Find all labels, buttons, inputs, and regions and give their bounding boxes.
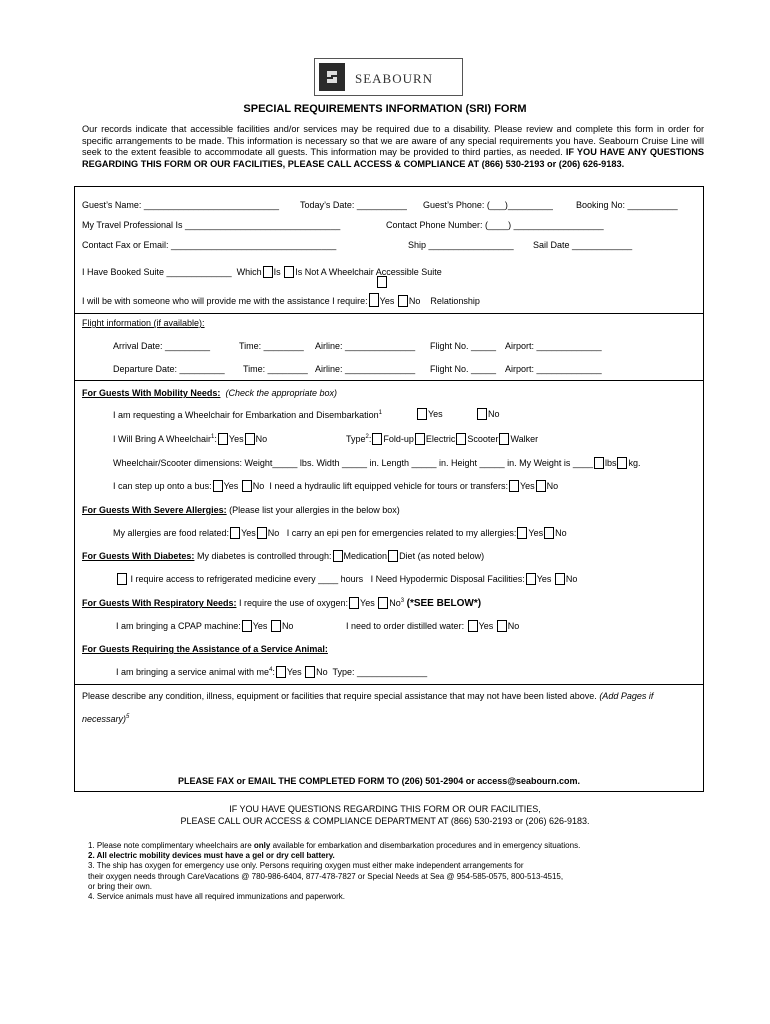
departure-airport-field[interactable]: Airport: _____________ (505, 364, 602, 374)
contact-phone-field[interactable]: Contact Phone Number: (____) __________________ (386, 220, 604, 230)
is-not-checkbox[interactable] (284, 266, 294, 278)
type-row: Type$^2$: Fold-up Electric Scooter Walker (346, 434, 539, 444)
intro-body: Our records indicate that accessible facilities and/or services may be required due to a disability. Please review and complete this form in order for specific arrangements to be made. This information is necessary so that we are aware of any special requirements you have. Seabourn Cruise Line will seek to the extent feasible to accommodate all guests. This information may be provided to third parties, as needed. (82, 124, 704, 158)
flight-heading: Flight information (if available): (82, 318, 205, 328)
describe-textarea[interactable] (82, 730, 696, 774)
assistance-no-checkbox[interactable] (398, 295, 408, 307)
intro-paragraph (82, 124, 704, 170)
fridge-checkbox[interactable] (117, 573, 127, 585)
arrival-airport-field[interactable]: Airport: _____________ (505, 341, 602, 351)
is-label: Is (273, 267, 281, 277)
lift-yes-checkbox[interactable] (509, 480, 519, 492)
departure-airline-field[interactable]: Airline: ______________ (315, 364, 416, 374)
brand-name: SEABOURN (355, 71, 434, 86)
is-checkbox[interactable] (263, 266, 273, 278)
animal-yes-checkbox[interactable] (276, 666, 286, 678)
dimensions-row: Wheelchair/Scooter dimensions: Weight_____ lbs. Width _____ in. Length _____ in. Height _____ in. My Weight is ____ lbs kg. (113, 458, 641, 468)
food-no-checkbox[interactable] (257, 527, 267, 539)
foldup-checkbox[interactable] (372, 433, 382, 445)
lift-no-checkbox[interactable] (536, 480, 546, 492)
scooter-checkbox[interactable] (456, 433, 466, 445)
allergies-heading: For Guests With Severe Allergies: (Please list your allergies in the below box) (82, 505, 400, 515)
mobility-heading-note: (Check the appropriate box) (225, 388, 338, 398)
arrival-flight-field[interactable]: Flight No. _____ (430, 341, 497, 351)
footer-line-1: IF YOU HAVE QUESTIONS REGARDING THIS FORM OR OUR FACILITIES, (229, 804, 541, 814)
bus-no-checkbox[interactable] (242, 480, 252, 492)
cpap-yes-checkbox[interactable] (242, 620, 252, 632)
note-3b: their oxygen needs through CareVacations @ 780-986-6404, 877-478-7827 or Special Needs at Sea @ 954-585-0575, 800-513-4515, (88, 871, 564, 881)
booked-suite-label: I Have Booked Suite _____________ (82, 267, 232, 277)
divider (74, 380, 704, 381)
electric-checkbox[interactable] (415, 433, 425, 445)
note-2: 2. All electric mobility devices must have a gel or dry cell battery. (88, 851, 335, 861)
needle-yes-checkbox[interactable] (526, 573, 536, 585)
guest-phone-field[interactable]: Guest’s Phone: (___)_________ (423, 200, 553, 210)
todays-date-field[interactable]: Today’s Date: __________ (300, 200, 407, 210)
seabourn-logo (314, 58, 463, 96)
assistance-label: I will be with someone who will provide me with the assistance I require: (82, 296, 368, 306)
note-4: 4. Service animals must have all required immunizations and paperwork. (88, 892, 346, 902)
relationship-label: Relationship (430, 296, 480, 306)
service-animal-heading: For Guests Requiring the Assistance of a Service Animal: (82, 644, 328, 654)
wheelchair-request-no[interactable]: No (476, 408, 500, 420)
departure-flight-field[interactable]: Flight No. _____ (430, 364, 497, 374)
bring-wheelchair-yes-checkbox[interactable] (218, 433, 228, 445)
bus-row: I can step up onto a bus: Yes No I need a hydraulic lift equipped vehicle for tours or transfers: Yes No (113, 481, 559, 491)
assistance-yes-checkbox[interactable] (369, 293, 379, 307)
distilled-no-checkbox[interactable] (497, 620, 507, 632)
respiratory-heading: For Guests With Respiratory Needs: I require the use of oxygen: Yes No$^3$ (*SEE BELOW*) (82, 598, 482, 609)
oxygen-no-checkbox[interactable] (378, 597, 388, 609)
form-title: SPECIAL REQUIREMENTS INFORMATION (SRI) FORM (243, 103, 527, 115)
kg-checkbox[interactable] (617, 457, 627, 469)
footnotes (88, 841, 688, 902)
describe-prompt: Please describe any condition, illness, equipment or facilities that require special assistance that may not have been listed above. (Add Pages if (82, 691, 654, 701)
note-3a: 3. The ship has oxygen for emergency use only. Persons requiring oxygen must either make independent arrangements for (88, 861, 524, 871)
bus-yes-checkbox[interactable] (213, 480, 223, 492)
medication-checkbox[interactable] (333, 550, 343, 562)
needle-no-checkbox[interactable] (555, 573, 565, 585)
yes-label: Yes (379, 296, 395, 306)
assistance-question (82, 293, 480, 307)
seabourn-emblem-icon (319, 63, 345, 91)
divider (74, 684, 704, 685)
stray-checkbox (376, 276, 388, 288)
booking-no-field[interactable]: Booking No: __________ (576, 200, 678, 210)
describe-note: necessary)$^5$ (82, 714, 130, 724)
note-3c: or bring their own. (88, 881, 153, 891)
is-not-label: Is Not A Wheelchair Accessible Suite (295, 267, 442, 277)
animal-type-field[interactable]: Type: ______________ (332, 667, 428, 677)
distilled-yes-checkbox[interactable] (468, 620, 478, 632)
divider (74, 313, 704, 314)
ship-field[interactable]: Ship _________________ (408, 240, 514, 250)
footer-line-2: PLEASE CALL OUR ACCESS & COMPLIANCE DEPARTMENT AT (866) 530-2193 or (206) 626-9183. (180, 816, 590, 826)
food-yes-checkbox[interactable] (230, 527, 240, 539)
diet-checkbox[interactable] (388, 550, 398, 562)
distilled-row: I need to order distilled water: Yes No (346, 621, 520, 631)
epi-no-checkbox[interactable] (544, 527, 554, 539)
intro-contact: IF YOU HAVE ANY QUESTIONS REGARDING THIS FORM OR OUR FACILITIES, PLEASE CALL ACCESS & COMPLIANCE AT (866) 530-2193 or (206) 626-9183. (82, 147, 704, 169)
guest-name-field[interactable]: Guest’s Name: ___________________________ (82, 200, 280, 210)
arrival-time-field[interactable]: Time: ________ (239, 341, 304, 351)
service-animal-row: I am bringing a service animal with $me^4$: Yes No Type: ______________ (116, 667, 428, 677)
wheelchair-request-yes[interactable]: Yes (416, 408, 443, 420)
walker-checkbox[interactable] (499, 433, 509, 445)
bring-wheelchair-row: I Will Bring A Wheelchair$^1$: Yes No (113, 434, 268, 444)
sail-date-field[interactable]: Sail Date ____________ (533, 240, 633, 250)
contact-fax-field[interactable]: Contact Fax or Email: _________________________________ (82, 240, 337, 250)
departure-time-field[interactable]: Time: ________ (243, 364, 308, 374)
wheelchair-request-row: I am requesting a Wheelchair for Embarkation and Disembarkation$^1$ (113, 410, 382, 420)
allergies-row: My allergies are food related: Yes No I carry an epi pen for emergencies related to my allergies: Yes No (113, 528, 567, 538)
epi-yes-checkbox[interactable] (517, 527, 527, 539)
oxygen-yes-checkbox[interactable] (349, 597, 359, 609)
arrival-date-field[interactable]: Arrival Date: _________ (113, 341, 211, 351)
mobility-heading (82, 388, 337, 398)
travel-professional-field[interactable]: My Travel Professional Is _______________________________ (82, 220, 341, 230)
diabetes-row: I require access to refrigerated medicine every ____ hours I Need Hypodermic Disposal Facilities: Yes No (116, 573, 577, 585)
animal-no-checkbox[interactable] (305, 666, 315, 678)
mobility-heading-text: For Guests With Mobility Needs: (82, 388, 221, 398)
which-label: Which (236, 267, 262, 277)
cpap-no-checkbox[interactable] (271, 620, 281, 632)
bring-wheelchair-no-checkbox[interactable] (245, 433, 255, 445)
fax-instructions: PLEASE FAX or EMAIL THE COMPLETED FORM TO (206) 501-2904 or access@seabourn.com. (178, 776, 581, 786)
note-1: 1. Please note complimentary wheelchairs are only available for embarkation and disembarkation procedures and in emergency situations. (88, 841, 581, 850)
wheelchair-request-label: I am requesting a Wheelchair for Embarkation and Disembarkation (113, 410, 379, 420)
departure-date-field[interactable]: Departure Date: _________ (113, 364, 225, 374)
respiratory-row: I am bringing a CPAP machine: Yes No (116, 621, 294, 631)
lbs-checkbox[interactable] (594, 457, 604, 469)
arrival-airline-field[interactable]: Airline: ______________ (315, 341, 416, 351)
no-label: No (408, 296, 421, 306)
diabetes-heading: For Guests With Diabetes: My diabetes is controlled through: Medication Diet (as noted below) (82, 551, 485, 561)
